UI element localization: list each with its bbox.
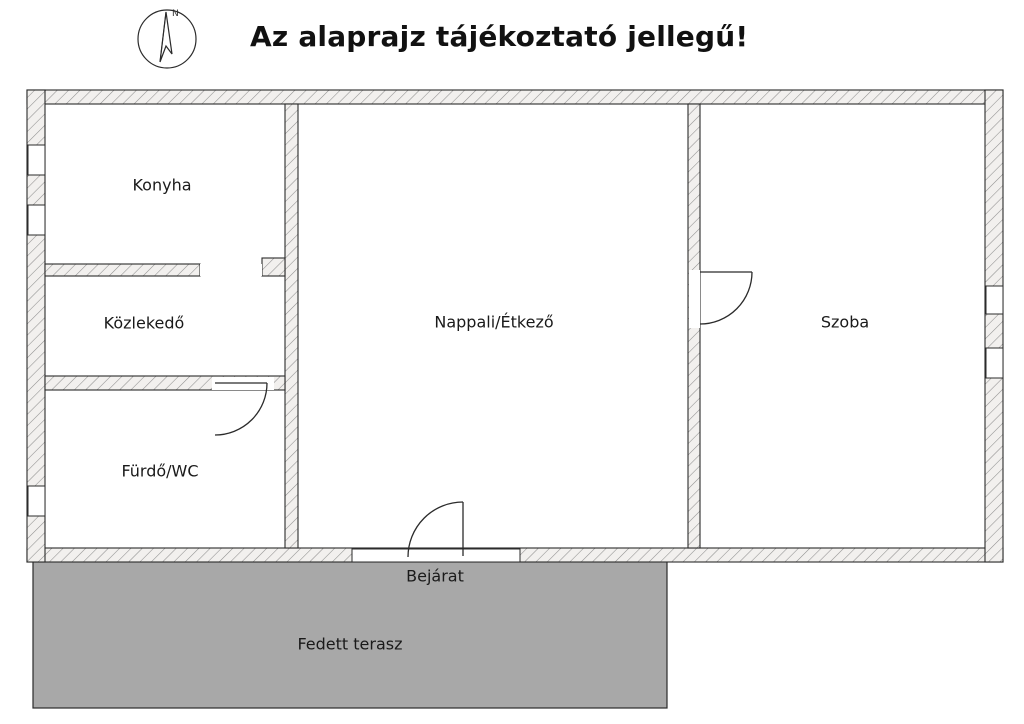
room-label-kozlekedo: Közlekedő [103,313,185,333]
room-label-furdo-wc: Fürdő/WC [121,461,199,481]
room-label-fedett-terasz: Fedett terasz [297,634,403,654]
compass-icon [138,9,196,68]
room-label-konyha: Konyha [132,175,192,195]
room-label-bejarat: Bejárat [406,566,464,586]
room-label-nappali-etkezo: Nappali/Étkező [434,312,554,332]
svg-text:N: N [172,9,179,19]
room-label-szoba: Szoba [820,312,870,332]
page-title: Az alaprajz tájékoztató jellegű! [250,20,749,53]
